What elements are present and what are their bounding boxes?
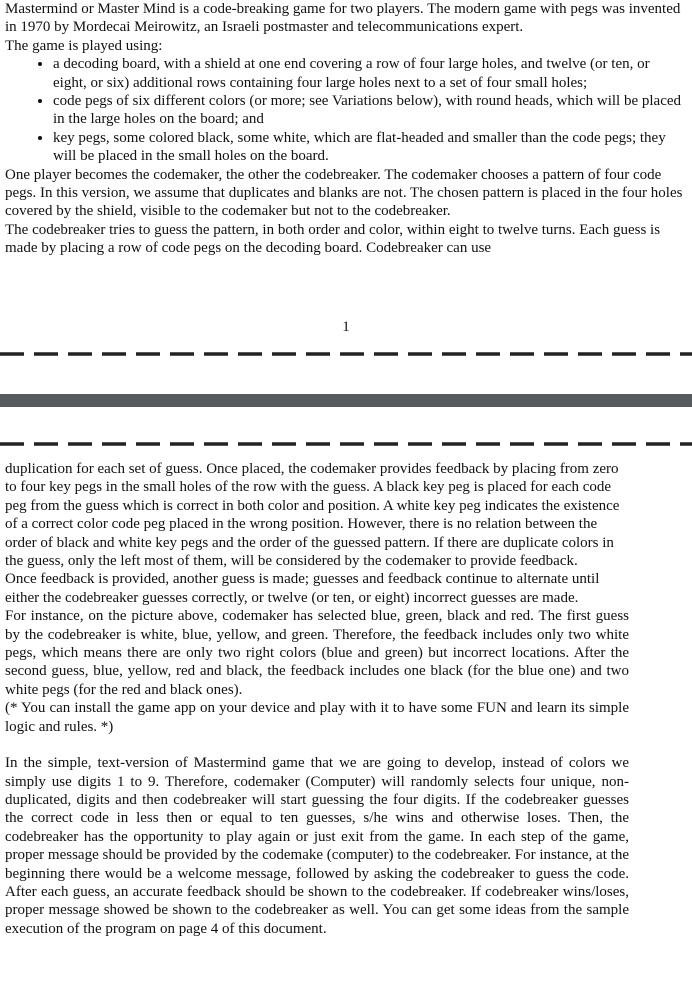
- instance-paragraph: For instance, on the picture above, codemaker has selected blue, green, black and red. The first guess by the codebreaker is white, blue, yellow, and green. Therefore, the feedback includes only two white pegs, which means there are only two right colors (blue and green) but incorrect locations. After the second guess, blue, yellow, red and black, the feedback includes one black (for the blue one) and two white pegs (for the red and black ones).: [5, 608, 629, 698]
- page-break-dashed-line: [0, 442, 692, 446]
- alternate-paragraph: Once feedback is provided, another guess is made; guesses and feedback continue to alternate until either the codebreaker guesses correctly, or twelve (or ten, or eight) incorrect guesses are made.: [5, 571, 600, 606]
- app-paragraph: (* You can install the game app on your device and play with it to have some FUN and learn its simple logic and rules. *): [5, 700, 629, 735]
- intro-paragraph: Mastermind or Master Mind is a code-breaking game for two players. The modern game with pegs was invented in 1970 by Mordecai Meirowitz, an Israeli postmaster and telecommunications expert.: [5, 1, 681, 36]
- list-item: • key pegs, some colored black, some white, which are flat-headed and smaller than the code pegs; they will be placed in the small holes on the board.: [53, 129, 687, 166]
- guess-paragraph: The codebreaker tries to guess the pattern, in both order and color, within eight to twelve turns. Each guess is made by placing a row of code pegs on the decoding board. Codebreaker can use: [5, 221, 661, 257]
- page-break-dashed-line: [0, 352, 692, 356]
- simple-version-paragraph: In the simple, text-version of Mastermind game that we are going to develop, instead of colors we simply use digits 1 to 9. Therefore, codemaker (Computer) will randomly selects four unique, non-duplicated, digits and then codebreaker will start guessing the four digits. If the codebreaker guesses the correct code in less then or equal to ten guesses, s/he wins and otherwise loses. Then, the codebreaker has the opportunity to play again or just exit from the game. In each step of the game, proper message should be provided by the codemake (computer) to the codebreaker. For instance, at the beginning there would be a welcome message, followed by asking the codebreaker to guess the code. After each guess, an accurate feedback should be shown to the codebreaker. If codebreaker wins/loses, proper message showed be shown to the codebreaker as well. You can get some ideas from the sample execution of the program on page 4 of this document.: [5, 755, 629, 937]
- page-number: 1: [342, 319, 350, 335]
- page-separator-bar: [0, 394, 692, 407]
- equipment-list: [5, 55, 687, 165]
- paragraph-spacer: [5, 736, 629, 754]
- page-2-body: [5, 460, 629, 938]
- list-item: • a decoding board, with a shield at one end covering a row of four large holes, and twelve (or ten, or eight, or six) additional rows containing four large holes next to a set of four small holes;: [53, 55, 687, 92]
- roles-paragraph: One player becomes the codemaker, the other the codebreaker. The codemaker chooses a pattern of four code pegs. In this version, we assume that duplicates and blanks are not. The chosen pattern is placed in the four holes covered by the shield, visible to the codemaker but not to the codebreaker.: [5, 166, 683, 220]
- list-item: • code pegs of six different colors (or more; see Variations below), with round heads, which will be placed in the large holes on the board; and: [53, 92, 687, 129]
- feedback-paragraph: duplication for each set of guess. Once placed, the codemaker provides feedback by placing from zero to four key pegs in the small holes of the row with the guess. A black key peg is placed for each code peg from the guess which is correct in both color and position. A white key peg indicates the existence of a correct color code peg placed in the wrong position. However, there is no relation between the order of black and white key pegs and the order of the guessed pattern. If there are duplicate colors in the guess, only the left most of them, will be considered by the codemaker to provide feedback.: [5, 461, 620, 570]
- page-1-body: [5, 0, 687, 258]
- played-using-line: The game is played using:: [5, 37, 163, 54]
